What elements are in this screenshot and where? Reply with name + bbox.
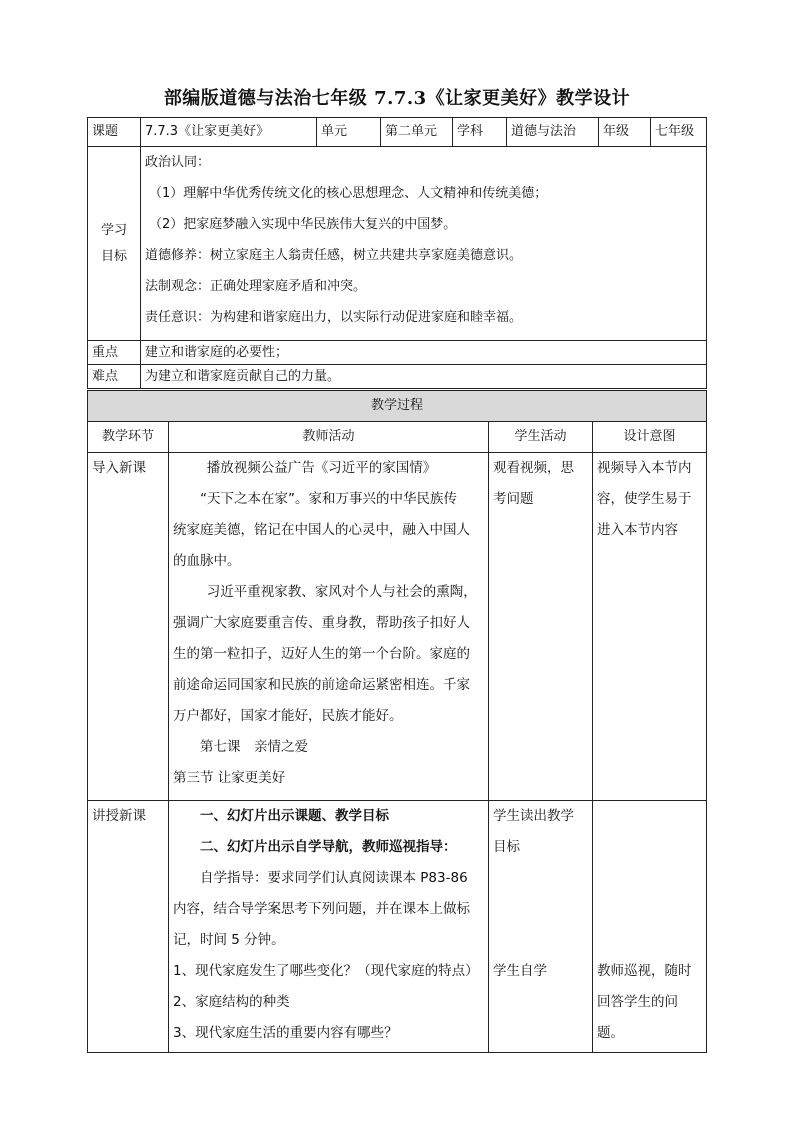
objectives-label: 学习目标 xyxy=(88,147,141,341)
intro-student-activity: 观看视频，思 考问题 xyxy=(489,453,593,801)
unit-label: 单元 xyxy=(317,118,381,147)
page-title: 部编版道德与法治七年级 7.7.3《让家更美好》教学设计 xyxy=(163,88,631,109)
objective-line: （2）把家庭梦融入实现中华民族伟大复兴的中国梦。 xyxy=(149,217,457,232)
subject-value: 道德与法治 xyxy=(507,118,599,147)
process-table xyxy=(87,390,707,1053)
teach-row xyxy=(88,801,707,1053)
objective-line: 责任意识：为构建和谐家庭出力，以实际行动促进家庭和睦幸福。 xyxy=(145,310,523,325)
objectives-row xyxy=(88,147,707,341)
process-header-row xyxy=(88,422,707,453)
key-point-value: 建立和谐家庭的必要性； xyxy=(141,341,707,365)
header-stage: 教学环节 xyxy=(88,422,169,453)
teach-design-intent: 教师巡视，随时 回答学生的问题。 xyxy=(593,801,707,1053)
intro-teacher-activity: 播放视频公益广告《习近平的家国情》 “天下之本在家”。家和万事兴的中华民族传 统家庭美德，铭记在中国人的心灵中，融入中国人 的血脉中。 习近平重视家教、家风对个人与社会的熏陶， 强调广大家庭要重言传、重身教，帮助孩子扣好人 生的第一粒扣子，迈好人生的第一个台阶。家庭的 前途命运同国家和民族的前途命运紧密相连。千家 万户都好，国家才能好，民族才能好。 第七课 亲情之爱 第三节 让家更美好 xyxy=(169,453,489,801)
objective-line: 法制观念：正确处理家庭矛盾和冲突。 xyxy=(145,279,367,294)
difficulty-row xyxy=(88,365,707,389)
objectives-content xyxy=(141,147,707,341)
teach-teacher-activity: 一、幻灯片出示课题、教学目标 二、幻灯片出示自学导航，教师巡视指导： 自学指导：要求同学们认真阅读课本 P83-86 内容，结合导学案思考下列问题，并在课本上做标 记，时间 5 分钟。 1、现代家庭发生了哪些变化？（现代家庭的特点） 2、家庭结构的种类 3、现代家庭生活的重要内容有哪些？ xyxy=(169,801,489,1053)
info-table xyxy=(87,117,707,389)
topic-value: 7.7.3《让家更美好》 xyxy=(141,118,317,147)
teach-student-activity: 学生读出教学 目标 学生自学 xyxy=(489,801,593,1053)
grade-label: 年级 xyxy=(599,118,651,147)
teach-stage: 讲授新课 xyxy=(88,801,169,1053)
header-teacher: 教师活动 xyxy=(169,422,489,453)
grade-value: 七年级 xyxy=(651,118,707,147)
info-row xyxy=(88,118,707,147)
intro-design-intent: 视频导入本节内 容，使学生易于 进入本节内容 xyxy=(593,453,707,801)
topic-label: 课题 xyxy=(88,118,141,147)
intro-row xyxy=(88,453,707,801)
key-point-row xyxy=(88,341,707,365)
difficulty-value: 为建立和谐家庭贡献自己的力量。 xyxy=(141,365,707,389)
objective-line: 政治认同： xyxy=(145,155,211,170)
subject-label: 学科 xyxy=(453,118,507,147)
intro-stage: 导入新课 xyxy=(88,453,169,801)
key-point-label: 重点 xyxy=(88,341,141,365)
process-heading-row xyxy=(88,391,707,422)
unit-value: 第二单元 xyxy=(381,118,453,147)
header-student: 学生活动 xyxy=(489,422,593,453)
objective-line: （1）理解中华优秀传统文化的核心思想理念、人文精神和传统美德； xyxy=(149,186,548,201)
process-heading: 教学过程 xyxy=(88,391,707,422)
header-intent: 设计意图 xyxy=(593,422,707,453)
difficulty-label: 难点 xyxy=(88,365,141,389)
objective-line: 道德修养：树立家庭主人翁责任感，树立共建共享家庭美德意识。 xyxy=(145,248,523,263)
